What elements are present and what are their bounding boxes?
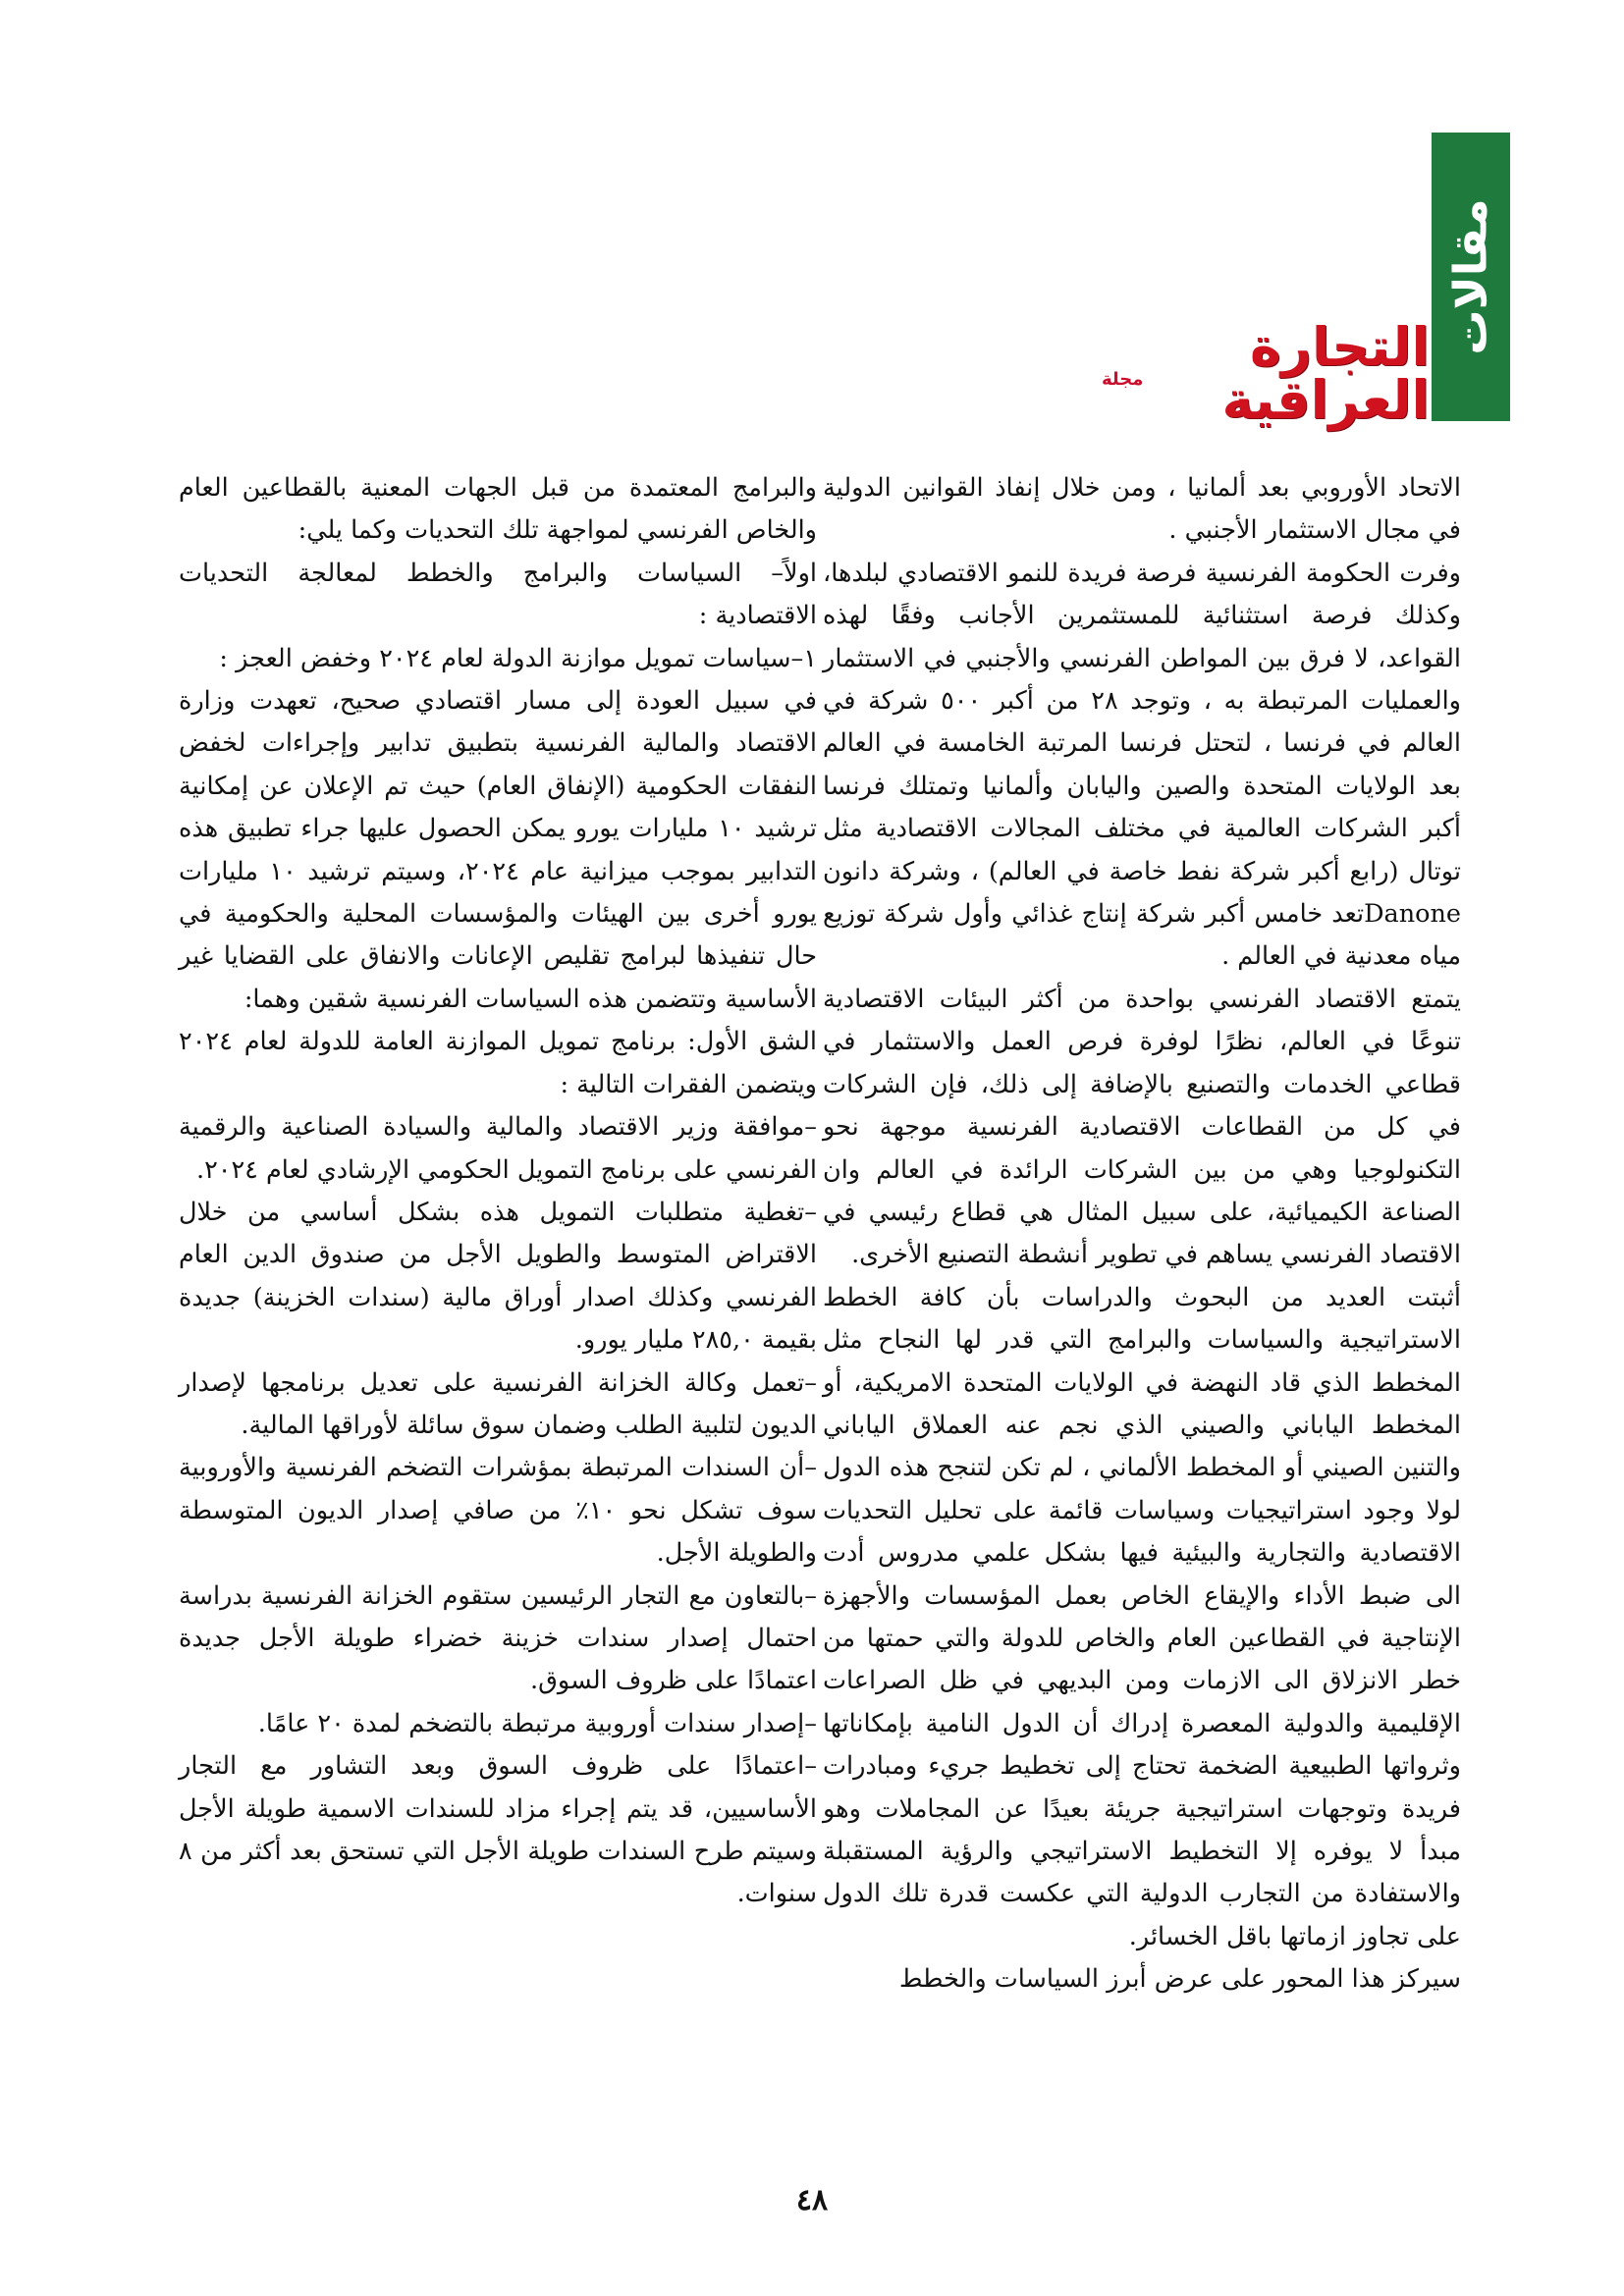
section-tab xyxy=(1432,133,1510,421)
list-item: –موافقة وزير الاقتصاد والمالية والسيادة الصناعية والرقمية الفرنسي على برنامج التمويل الحكومي الإرشادي لعام ٢٠٢٤. xyxy=(179,1112,817,1185)
subsection-heading: ١–سياسات تمويل موازنة الدولة لعام ٢٠٢٤ وخفض العجز : xyxy=(219,643,817,673)
left-column xyxy=(179,467,817,1916)
page-number: ٤٨ xyxy=(795,2183,829,2217)
paragraph: في سبيل العودة إلى مسار اقتصادي صحيح، تعهدت وزارة الاقتصاد والمالية الفرنسية بتطبيق تدابير وإجراءات لخفض النفقات الحكومية (الإنفاق العام) حيث تم الإعلان عن إمكانية ترشيد ١٠ مليارات يورو يمكن الحصول عليها جراء تطبيق هذه التدابير بموجب ميزانية عام ٢٠٢٤، وسيتم ترشيد ١٠ مليارات يورو أخرى بين الهيئات والمؤسسات المحلية والحكومية في حال تنفيذها لبرامج تقليص الإعانات والانفاق على القضايا غير الأساسية وتتضمن هذه السياسات الفرنسية شقين وهما: xyxy=(179,686,817,1014)
list-item: –تعمل وكالة الخزانة الفرنسية على تعديل برنامجها لإصدار الديون لتلبية الطلب وضمان سوق سائلة لأوراقها المالية. xyxy=(179,1367,817,1440)
list-item: –إصدار سندات أوروبية مرتبطة بالتضخم لمدة ٢٠ عامًا. xyxy=(257,1708,817,1738)
magazine-masthead xyxy=(1098,316,1430,431)
list-item: –اعتمادًا على ظروف السوق وبعد التشاور مع التجار الأساسيين، قد يتم إجراء مزاد للسندات الاسمية طويلة الأجل وسيتم طرح السندات طويلة الأجل التي تستحق بعد أكثر من ٨ سنوات. xyxy=(179,1751,817,1909)
right-column xyxy=(823,467,1461,2002)
list-item: –بالتعاون مع التجار الرئيسين ستقوم الخزانة الفرنسية بدراسة احتمال إصدار سندات خزينة خضراء طويلة الأجل جديدة اعتمادًا على ظروف السوق. xyxy=(179,1580,817,1696)
list-item: –أن السندات المرتبطة بمؤشرات التضخم الفرنسية والأوروبية سوف تشكل نحو ١٠٪ من صافي إصدار الديون المتوسطة والطويلة الأجل. xyxy=(179,1453,818,1569)
paragraph: الاتحاد الأوروبي بعد ألمانيا ، ومن خلال إنفاذ القوانين الدولية في مجال الاستثمار الأجنبي . xyxy=(823,473,1461,546)
paragraph: وفرت الحكومة الفرنسية فرصة فريدة للنمو الاقتصادي لبلدها، وكذلك فرصة استثنائية للمستثمرين الأجانب وفقًا لهذه القواعد، لا فرق بين المواطن الفرنسي والأجنبي في الاستثمار والعمليات المرتبطة به ، وتوجد ٢٨ من أكبر ٥٠٠ شركة في العالم في فرنسا ، لتحتل فرنسا المرتبة الخامسة في العالم بعد الولايات المتحدة والصين واليابان وألمانيا وتمتلك فرنسا أكبر الشركات العالمية في مختلف المجالات الاقتصادية مثل توتال (رابع أكبر شركة نفط خاصة في العالم) ، وشركة دانون Danoneتعد خامس أكبر شركة إنتاج غذائي وأول شركة توزيع مياه معدنية في العالم . xyxy=(823,558,1461,972)
masthead-title: التجارة العراقية xyxy=(1221,316,1430,431)
masthead-small-label: مجلة xyxy=(1102,369,1144,390)
section-tab-label: مقالات xyxy=(1444,198,1497,355)
section-heading: اولاً– السياسات والبرامج والخطط لمعالجة التحديات الاقتصادية : xyxy=(179,558,817,631)
paragraph: سيركز هذا المحور على عرض أبرز السياسات والخطط xyxy=(898,1964,1461,1995)
paragraph: الشق الأول: برنامج تمويل الموازنة العامة للدولة لعام ٢٠٢٤ ويتضمن الفقرات التالية : xyxy=(179,1027,817,1099)
paragraph: والبرامج المعتمدة من قبل الجهات المعنية بالقطاعين العام والخاص الفرنسي لمواجهة تلك التحديات وكما يلي: xyxy=(179,473,817,546)
list-item: –تغطية متطلبات التمويل هذه بشكل أساسي من خلال الاقتراض المتوسط والطويل الأجل من صندوق الدين العام الفرنسي وكذلك اصدار أوراق مالية (سندات الخزينة) جديدة بقيمة ٢٨٥,٠ مليار يورو. xyxy=(179,1197,817,1356)
paragraph: يتمتع الاقتصاد الفرنسي بواحدة من أكثر البيئات الاقتصادية تنوعًا في العالم، نظرًا لوفرة فرص العمل والاستثمار في قطاعي الخدمات والتصنيع بالإضافة إلى ذلك، فإن الشركات في كل من القطاعات الاقتصادية الفرنسية موجهة نحو التكنولوجيا وهي من بين الشركات الرائدة في العالم وان الصناعة الكيميائية، على سبيل المثال هي قطاع رئيسي في الاقتصاد الفرنسي يساهم في تطوير أنشطة التصنيع الأخرى. xyxy=(823,984,1461,1270)
paragraph: أثبتت العديد من البحوث والدراسات بأن كافة الخطط الاستراتيجية والسياسات والبرامج التي قدر لها النجاح مثل المخطط الذي قاد النهضة في الولايات المتحدة الامريكية، أو المخطط الياباني والصيني الذي نجم عنه العملاق الياباني والتنين الصيني أو المخطط الألماني ، لم تكن لتنجح هذه الدول لولا وجود استراتيجيات وسياسات قائمة على تحليل التحديات الاقتصادية والتجارية والبيئية فيها بشكل علمي مدروس أدت الى ضبط الأداء والإيقاع الخاص بعمل المؤسسات والأجهزة الإنتاجية في القطاعين العام والخاص للدولة والتي حمتها من خطر الانزلاق الى الازمات ومن البديهي في ظل الصراعات الإقليمية والدولية المعصرة إدراك أن الدول النامية بإمكاناتها وثرواتها الطبيعية الضخمة تحتاج إلى تخطيط جريء ومبادرات فريدة وتوجهات استراتيجية جريئة بعيدًا عن المجاملات وهو مبدأ لا يوفره إلا التخطيط الاستراتيجي والرؤية المستقبلة والاستفادة من التجارب الدولية التي عكست قدرة تلك الدول على تجاوز ازماتها باقل الخسائر. xyxy=(823,1282,1461,1951)
